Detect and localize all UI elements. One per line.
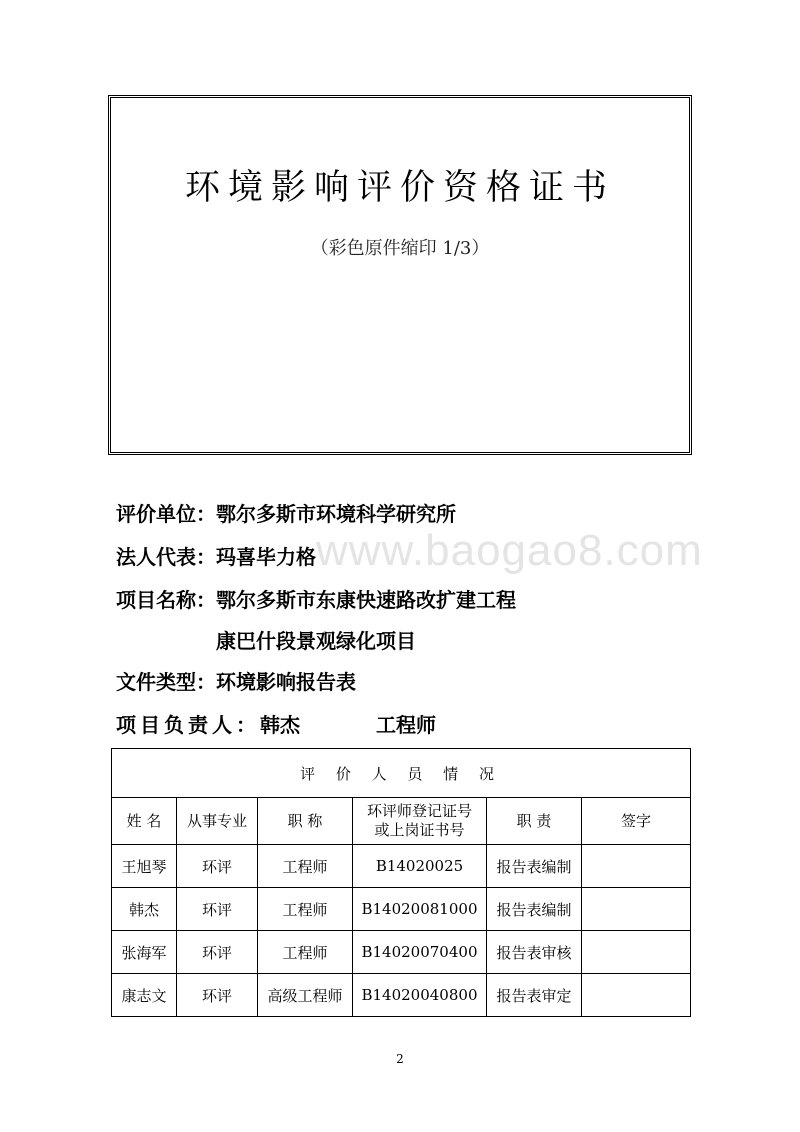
header-sign: 签字: [582, 798, 691, 845]
cell-title: 工程师: [258, 931, 353, 974]
cell-duty: 报告表编制: [487, 888, 582, 931]
project-label: 项目名称：: [116, 588, 216, 612]
cell-cert: B14020040800: [353, 974, 487, 1017]
table-caption: 评 价 人 员 情 况: [112, 749, 691, 798]
info-filetype: [116, 666, 356, 695]
watermark: www.baogao8.com: [316, 526, 703, 575]
filetype-label: 文件类型：: [116, 670, 216, 694]
cell-name: 康志文: [112, 974, 177, 1017]
certificate-title: 环境影响评价资格证书: [184, 168, 615, 208]
cell-major: 环评: [177, 931, 258, 974]
cell-duty: 报告表审核: [487, 931, 582, 974]
cell-duty: 报告表编制: [487, 845, 582, 888]
cell-sign: [582, 845, 691, 888]
certificate-frame: [108, 95, 692, 455]
staff-table: [111, 748, 691, 1017]
cell-major: 环评: [177, 888, 258, 931]
info-project: [116, 584, 516, 613]
cell-title: 高级工程师: [258, 974, 353, 1017]
header-cert-line2: 或上岗证书号: [374, 821, 465, 839]
cell-duty: 报告表审定: [487, 974, 582, 1017]
cell-title: 工程师: [258, 888, 353, 931]
table-row: [112, 931, 691, 974]
rep-value: 玛喜毕力格: [216, 545, 316, 569]
info-unit: [116, 498, 456, 527]
cell-major: 环评: [177, 845, 258, 888]
table-row: [112, 974, 691, 1017]
cell-cert: B14020081000: [353, 888, 487, 931]
leader-title: 工程师: [376, 713, 436, 737]
cell-major: 环评: [177, 974, 258, 1017]
cell-cert: B14020070400: [353, 931, 487, 974]
header-name: 姓 名: [112, 798, 177, 845]
leader-label: 项目负责人：: [116, 713, 260, 737]
certificate-subtitle: （彩色原件缩印 1/3）: [310, 238, 490, 259]
header-cert: [353, 798, 487, 845]
cell-name: 张海军: [112, 931, 177, 974]
cell-sign: [582, 931, 691, 974]
filetype-value: 环境影响报告表: [216, 670, 356, 694]
header-duty: 职 责: [487, 798, 582, 845]
cell-title: 工程师: [258, 845, 353, 888]
table-row: [112, 845, 691, 888]
project-line1: 鄂尔多斯市东康快速路改扩建工程: [216, 588, 516, 612]
cell-name: 韩杰: [112, 888, 177, 931]
table-row: [112, 888, 691, 931]
header-title: 职 称: [258, 798, 353, 845]
cell-sign: [582, 974, 691, 1017]
table-header-row: [112, 798, 691, 845]
header-cert-line1: 环评师登记证号: [366, 802, 472, 820]
leader-name: 韩杰: [260, 713, 300, 737]
info-representative: [116, 541, 316, 570]
page-number: 2: [396, 1052, 404, 1066]
cell-cert: B14020025: [353, 845, 487, 888]
info-leader: [116, 709, 300, 738]
rep-label: 法人代表：: [116, 545, 216, 569]
header-major: 从事专业: [177, 798, 258, 845]
unit-value: 鄂尔多斯市环境科学研究所: [216, 502, 456, 526]
unit-label: 评价单位：: [116, 502, 216, 526]
project-line2: 康巴什段景观绿化项目: [216, 629, 416, 653]
cell-sign: [582, 888, 691, 931]
cell-name: 王旭琴: [112, 845, 177, 888]
